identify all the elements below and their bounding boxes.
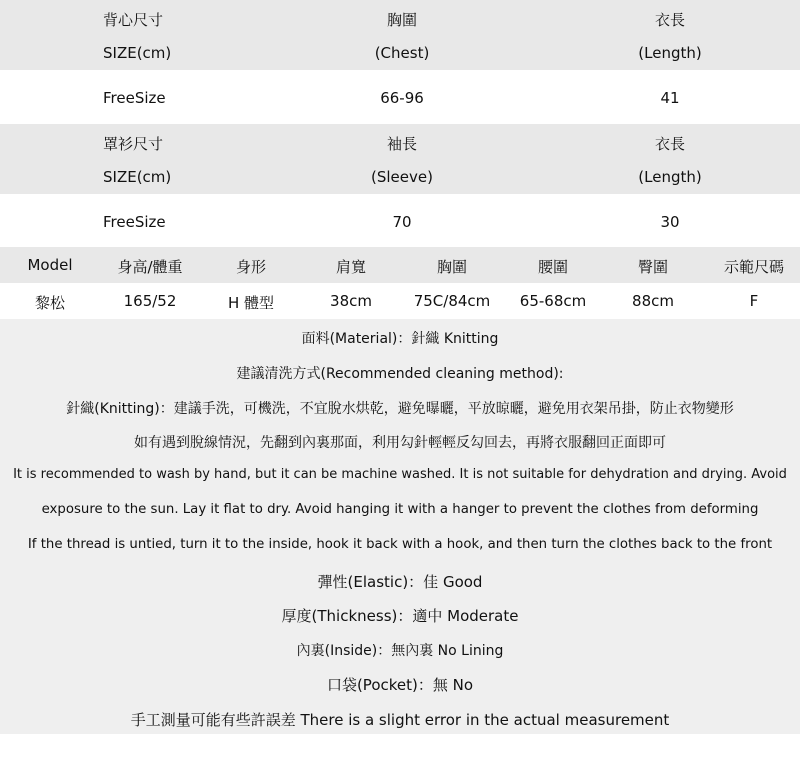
disclaimer-line: 手工測量可能有些許誤差 There is a slight error in the actual measurement	[130, 711, 670, 729]
cardigan-sleeve-value: 70	[392, 213, 412, 231]
care-notes	[0, 319, 800, 734]
vest-chest-en: (Chest)	[374, 44, 430, 62]
cleaning-en-line-2: exposure to the sun. Lay it flat to dry. Avoid hanging it with a hanger to prevent the clothes from deforming	[41, 502, 759, 517]
model-hip: 88cm	[632, 292, 674, 310]
waist-header: 腰圍	[537, 258, 569, 276]
cardigan-size-label: 罩衫尺寸	[103, 135, 164, 153]
model-table	[0, 247, 800, 319]
cleaning-zh-line-1: 針織(Knitting)：建議手洗，可機洗，不宜脫水烘乾，避免曝曬，平放晾曬，避免用衣架吊掛，防止衣物變形	[66, 401, 734, 417]
cardigan-header-row	[0, 124, 800, 194]
vest-size-table	[0, 0, 800, 124]
cleaning-title: 建議清洗方式(Recommended cleaning method):	[236, 366, 564, 382]
cleaning-en-line-3: If the thread is untied, turn it to the inside, hook it back with a hook, and then turn the clothes back to the front	[27, 537, 773, 552]
model-body-shape: H 體型	[227, 294, 275, 312]
cardigan-length-en: (Length)	[638, 168, 702, 186]
vest-size-value: FreeSize	[103, 89, 166, 107]
cardigan-sleeve-en: (Sleeve)	[371, 168, 433, 186]
model-chest: 75C/84cm	[413, 292, 491, 310]
vest-chest-value: 66-96	[380, 89, 424, 107]
vest-chest-label: 胸圍	[386, 11, 418, 29]
cardigan-length-value: 30	[660, 213, 680, 231]
model-header-row	[0, 247, 800, 283]
thickness-line: 厚度(Thickness)：適中 Moderate	[281, 607, 519, 625]
model-shoulder: 38cm	[330, 292, 372, 310]
vest-data-row	[0, 70, 800, 124]
vest-size-unit: SIZE(cm)	[103, 44, 172, 62]
inside-line: 內裏(Inside)：無內裏 No Lining	[296, 643, 504, 659]
cleaning-en-line-1: It is recommended to wash by hand, but it can be machine washed. It is not suitable for dehydration and drying. Avoid	[13, 467, 787, 482]
pocket-line: 口袋(Pocket)：無 No	[326, 676, 474, 694]
elastic-line: 彈性(Elastic)：佳 Good	[317, 573, 483, 591]
chest-header: 胸圍	[436, 258, 468, 276]
height-weight-header: 身高/體重	[117, 258, 183, 276]
cleaning-zh-line-2: 如有遇到脫線情況，先翻到內裏那面，利用勾針輕輕反勾回去，再將衣服翻回正面即可	[134, 435, 666, 451]
material-line: 面料(Material)：針織 Knitting	[301, 331, 499, 347]
model-data-row	[0, 283, 800, 319]
vest-size-label: 背心尺寸	[103, 11, 164, 29]
body-shape-header: 身形	[235, 258, 267, 276]
cardigan-size-table	[0, 124, 800, 247]
model-name: 黎松	[34, 294, 66, 312]
vest-header-row	[0, 0, 800, 70]
demo-size-header: 示範尺碼	[723, 258, 785, 276]
model-waist: 65-68cm	[519, 292, 587, 310]
shoulder-header: 肩寬	[335, 258, 367, 276]
hip-header: 臀圍	[637, 258, 669, 276]
model-height-weight: 165/52	[123, 292, 177, 310]
cardigan-size-value: FreeSize	[103, 213, 166, 231]
vest-length-value: 41	[660, 89, 680, 107]
cardigan-size-unit: SIZE(cm)	[103, 168, 172, 186]
model-header: Model	[27, 256, 73, 274]
vest-length-label: 衣長	[654, 11, 686, 29]
cardigan-data-row	[0, 194, 800, 247]
model-demo-size: F	[749, 292, 759, 310]
vest-length-en: (Length)	[638, 44, 702, 62]
cardigan-length-label: 衣長	[654, 135, 686, 153]
cardigan-sleeve-label: 袖長	[386, 135, 418, 153]
